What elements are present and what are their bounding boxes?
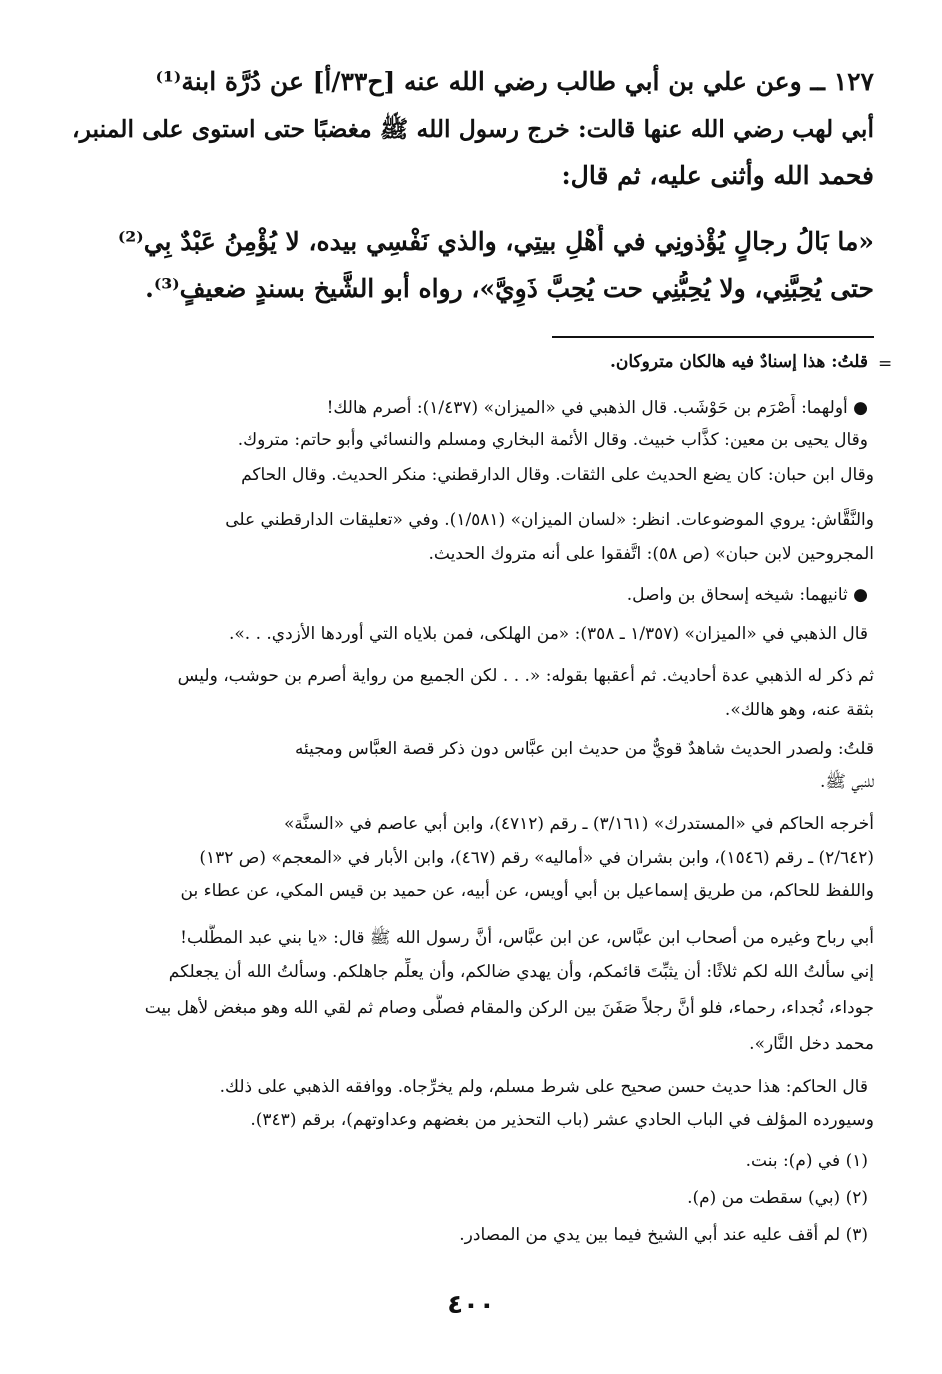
footnote-line: محمد دخل النَّار». xyxy=(749,1034,874,1054)
footnote-line: (٣) لم أقف عليه عند أبي الشيخ فيما بين يدي من المصادر. xyxy=(459,1225,868,1245)
footnote-line: وقال ابن حبان: كان يضع الحديث على الثقات. وقال الدارقطني: منكر الحديث. وقال الحاكم xyxy=(241,465,874,485)
hadith-line-1: ١٢٧ ــ وعن علي بن أبي طالب رضي الله عنه [ح٣٣/أ] عن دُرَّة ابنة⁽¹⁾ xyxy=(155,67,874,96)
page-number: ٤٠٠ xyxy=(447,1290,495,1320)
footnote-line: والنَّقَّاش: يروي الموضوعات. انظر: «لسان الميزان» (١/٥٨١). وفي «تعليقات الدارقطني على xyxy=(225,510,874,530)
footnote-line: وسيورده المؤلف في الباب الحادي عشر (باب التحذير من بغضهم وعداوتهم)، برقم (٣٤٣). xyxy=(250,1110,874,1130)
hadith-line-4: «ما بَالُ رجالٍ يُؤْذونِي في أَهْلِ بيتِي، والذي نَفْسِي بيده، لا يُؤْمِنُ عَبْدٌ بِي⁽²⁾ xyxy=(117,227,874,256)
footnote-line: إني سألتُ الله لكم ثلاثًا: أن يثبِّتَ قائمكم، وأن يهدي ضالكم، وأن يعلِّم جاهلكم. وسألتُ الله أن يجعلكم xyxy=(168,962,874,982)
continuation-mark: = xyxy=(878,354,893,374)
footnote-line: قال الذهبي في «الميزان» (١/٣٥٧ ـ ٣٥٨): «من الهلكى، فمن بلاياه التي أوردها الأزدي. . .». xyxy=(228,624,868,644)
footnote-line: جوداء، نُجداء، رحماء، فلو أنَّ رجلاً صَفَنَ بين الركن والمقام فصلَّى وصام ثم لقي الله وهو مبغض لأهل بيت xyxy=(144,998,874,1018)
footnote-line: أخرجه الحاكم في «المستدرك» (٣/١٦١) ـ رقم (٤٧١٢)، وابن أبي عاصم في «السنَّة» xyxy=(284,814,874,834)
hadith-line-2: أبي لهب رضي الله عنها قالت: خرج رسول الله ﷺ مغضبًا حتى استوى على المنبر، xyxy=(71,115,874,143)
footnote-line: ● أولهما: أَصْرَم بن حَوْشَب. قال الذهبي في «الميزان» (١/٤٣٧): أصرم هالك! xyxy=(326,398,868,418)
footnote-line: قلتُ: هذا إسنادٌ فيه هالكان متروكان. xyxy=(609,352,868,372)
footnote-line: أبي رباح وغيره من أصحاب ابن عبَّاس، عن ابن عبَّاس، أنَّ رسول الله ﷺ قال: «يا بني عبد المطَّلب! xyxy=(180,928,874,948)
footnote-line: ● ثانيهما: شيخه إسحاق بن واصل. xyxy=(626,585,868,605)
footnote-line: قال الحاكم: هذا حديث حسن صحيح على شرط مسلم، ولم يخرِّجاه. ووافقه الذهبي على ذلك. xyxy=(219,1077,868,1097)
footnote-separator xyxy=(552,336,874,338)
footnote-line: قلتُ: ولصدر الحديث شاهدٌ قويٌّ من حديث ابن عبَّاس دون ذكر قصة العبَّاس ومجيئه xyxy=(294,739,874,759)
footnote-line: ثم ذكر له الذهبي عدة أحاديث. ثم أعقبها بقوله: «. . . لكن الجميع من رواية أصرم بن حوشب، وليس xyxy=(177,666,874,686)
hadith-line-5: حتى يُحِبَّنِي، ولا يُحِبُّنِي حت يُحِبَّ ذَوِيَّ»، رواه أبو الشَّيخ بسندٍ ضعيفٍ⁽³⁾. xyxy=(145,274,874,303)
footnote-line: وقال يحيى بن معين: كذَّاب خبيث. وقال الأئمة البخاري ومسلم والنسائي وأبو حاتم: متروك. xyxy=(237,430,868,450)
footnote-line: للنبي ﷺ. xyxy=(820,772,874,792)
footnote-line: المجروحين لابن حبان» (ص ٥٨): اتَّفقوا على أنه متروك الحديث. xyxy=(428,544,874,564)
footnote-line: واللفظ للحاكم، من طريق إسماعيل بن أبي أويس، عن أبيه، عن حميد بن قيس المكي، عن عطاء بن xyxy=(180,881,874,901)
hadith-line-3: فحمد الله وأثنى عليه، ثم قال: xyxy=(561,161,874,190)
footnote-line: (٢) (بي) سقطت من (م). xyxy=(687,1188,868,1208)
footnote-line: (١) في (م): بنت. xyxy=(745,1151,868,1171)
footnote-line: بثقة عنه، وهو هالك». xyxy=(724,700,874,720)
footnote-line: (٢/٦٤٢) ـ رقم (١٥٤٦)، وابن بشران في «أماليه» رقم (٤٦٧)، وابن الأبار في «المعجم» (ص ١٣٢) xyxy=(199,848,874,868)
